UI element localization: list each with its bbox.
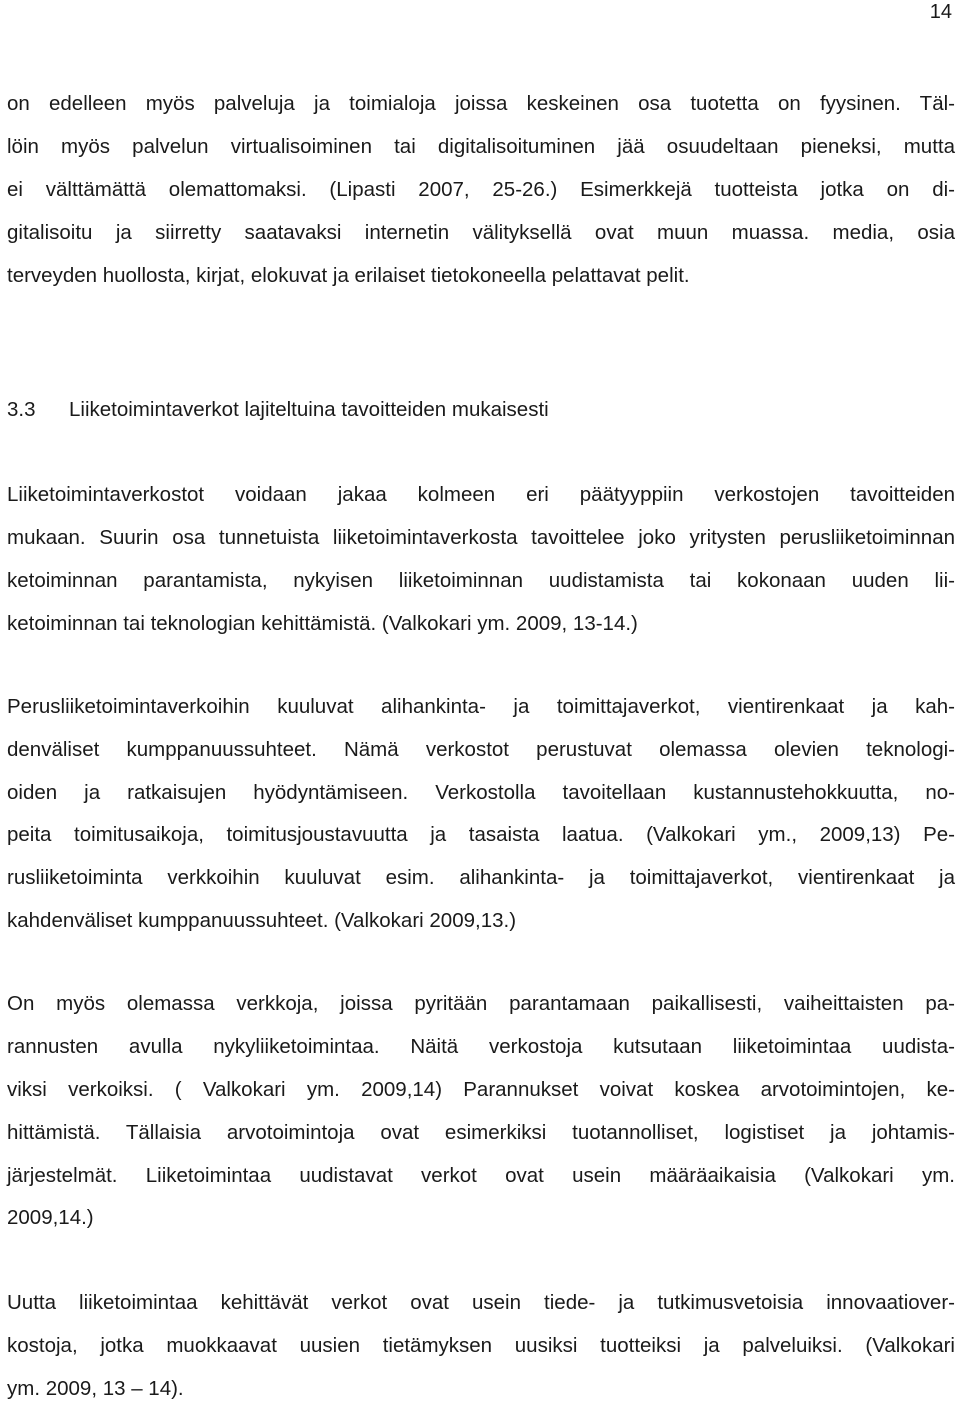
- p1-line-3: ei välttämättä olemattomaksi. (Lipasti 2007, 25-26.) Esimerkkejä tuotteista jotka on di-: [7, 178, 955, 201]
- p1-line-5: terveyden huollosta, kirjat, elokuvat ja erilaiset tietokoneella pelattavat pelit.: [7, 264, 690, 287]
- p4-line-3: viksi verkoiksi. ( Valkokari ym. 2009,14) Parannukset voivat koskea arvotoimintojen, ke-: [7, 1078, 955, 1101]
- p5-line-2: kostoja, jotka muokkaavat uusien tietämyksen uusiksi tuotteiksi ja palveluiksi. (Valkokari: [7, 1334, 955, 1357]
- p4-line-5: järjestelmät. Liiketoimintaa uudistavat verkot ovat usein määräaikaisia (Valkokari ym.: [7, 1164, 955, 1187]
- p3-line-6: kahdenväliset kumppanuussuhteet. (Valkokari 2009,13.): [7, 909, 517, 932]
- p2-line-1: Liiketoimintaverkostot voidaan jakaa kolmeen eri päätyyppiin verkostojen tavoitteiden: [7, 483, 955, 506]
- p3-line-3: oiden ja ratkaisujen hyödyntämiseen. Verkostolla tavoitellaan kustannustehokkuutta, no-: [7, 781, 955, 804]
- p2-line-2: mukaan. Suurin osa tunnetuista liiketoimintaverkosta tavoittelee joko yritysten perusliiketoiminnan: [7, 526, 955, 549]
- p1-line-4: gitalisoitu ja siirretty saatavaksi internetin välityksellä ovat muun muassa. media, osia: [7, 221, 955, 244]
- p1-line-2: löin myös palvelun virtualisoiminen tai digitalisoituminen jää osuudeltaan pieneksi, mutta: [7, 135, 955, 158]
- section-number: 3.3: [7, 398, 36, 421]
- page-number: 14: [929, 1, 952, 23]
- p4-line-2: rannusten avulla nykyliiketoimintaa. Näitä verkostoja kutsutaan liiketoimintaa uudista-: [7, 1035, 955, 1058]
- p4-line-4: hittämistä. Tällaisia arvotoimintoja ovat esimerkiksi tuotannolliset, logistiset ja johtamis-: [7, 1121, 955, 1144]
- p3-line-1: Perusliiketoimintaverkoihin kuuluvat alihankinta- ja toimittajaverkot, vientirenkaat ja kah-: [7, 695, 955, 718]
- p2-line-4: ketoiminnan tai teknologian kehittämistä. (Valkokari ym. 2009, 13-14.): [7, 612, 638, 635]
- p4-line-1: On myös olemassa verkkoja, joissa pyritään parantamaan paikallisesti, vaiheittaisten pa-: [7, 992, 955, 1015]
- p1-line-1: on edelleen myös palveluja ja toimialoja joissa keskeinen osa tuotetta on fyysinen. Täl-: [7, 92, 955, 115]
- p3-line-2: denväliset kumppanuussuhteet. Nämä verkostot perustuvat olemassa olevien teknologi-: [7, 738, 955, 761]
- p5-line-1: Uutta liiketoimintaa kehittävät verkot ovat usein tiede- ja tutkimusvetoisia innovaatiover-: [7, 1291, 955, 1314]
- p4-line-6: 2009,14.): [7, 1206, 94, 1229]
- p2-line-3: ketoiminnan parantamista, nykyisen liiketoiminnan uudistamista tai kokonaan uuden lii-: [7, 569, 955, 592]
- section-heading: [7, 398, 549, 422]
- p5-line-3: ym. 2009, 13 – 14).: [7, 1377, 184, 1400]
- p3-line-4: peita toimitusaikoja, toimitusjoustavuutta ja tasaista laatua. (Valkokari ym., 2009,13) Pe-: [7, 823, 955, 846]
- p3-line-5: rusliiketoiminta verkkoihin kuuluvat esim. alihankinta- ja toimittajaverkot, vientirenkaat ja: [7, 866, 955, 889]
- section-title: Liiketoimintaverkot lajiteltuina tavoitteiden mukaisesti: [69, 398, 549, 421]
